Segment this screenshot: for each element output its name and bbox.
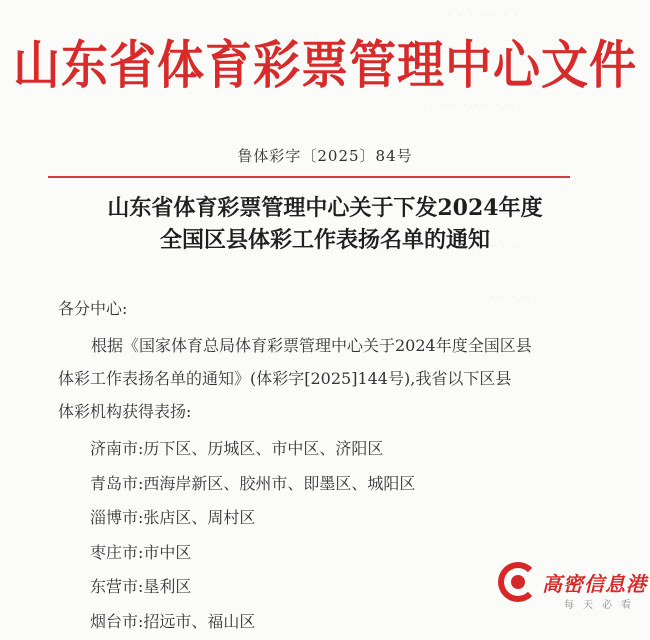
district-names: 西海岸新区、胶州市、即墨区、城阳区 bbox=[143, 474, 415, 493]
document-header: 山东省体育彩票管理中心文件 bbox=[0, 25, 650, 99]
district-names: 招远市、福山区 bbox=[143, 612, 255, 631]
list-item bbox=[90, 571, 415, 606]
watermark-slogan: 每天必看 bbox=[564, 596, 640, 611]
city-label: 东营市: bbox=[90, 577, 143, 596]
list-item bbox=[90, 537, 415, 572]
city-label: 淄博市: bbox=[90, 508, 143, 527]
district-names: 历下区、历城区、市中区、济阳区 bbox=[143, 439, 383, 458]
watermark-name: 高密信息港 bbox=[542, 568, 647, 597]
list-item bbox=[90, 433, 415, 468]
list-item bbox=[90, 468, 415, 503]
watermark-logo bbox=[498, 562, 648, 616]
body-line-2: 体彩工作表扬名单的通知》(体彩字[2025]144号),我省以下区县 bbox=[58, 362, 603, 395]
city-label: 烟台市: bbox=[90, 612, 143, 631]
list-item bbox=[90, 502, 415, 537]
commended-list bbox=[90, 433, 415, 640]
city-label: 济南市: bbox=[90, 439, 143, 458]
salutation: 各分中心: bbox=[58, 296, 127, 319]
city-label: 青岛市: bbox=[90, 474, 143, 493]
district-names: 张店区、周村区 bbox=[143, 508, 255, 527]
body-line-1: 根据《国家体育总局体育彩票管理中心关于2024年度全国区县 bbox=[58, 329, 603, 362]
body-line-3: 体彩机构获得表扬: bbox=[58, 395, 603, 428]
notice-title bbox=[0, 192, 650, 256]
list-item bbox=[90, 606, 415, 640]
document-number: 鲁体彩字〔2025〕84号 bbox=[0, 145, 650, 166]
header-divider bbox=[48, 176, 570, 178]
notice-title-line-1: 山东省体育彩票管理中心关于下发2024年度 bbox=[0, 192, 650, 224]
body-paragraph bbox=[58, 329, 603, 428]
district-names: 垦利区 bbox=[143, 577, 191, 596]
logo-dot-icon bbox=[511, 575, 525, 589]
city-label: 枣庄市: bbox=[90, 543, 143, 562]
district-names: 市中区 bbox=[143, 543, 191, 562]
notice-title-line-2: 全国区县体彩工作表扬名单的通知 bbox=[0, 224, 650, 256]
